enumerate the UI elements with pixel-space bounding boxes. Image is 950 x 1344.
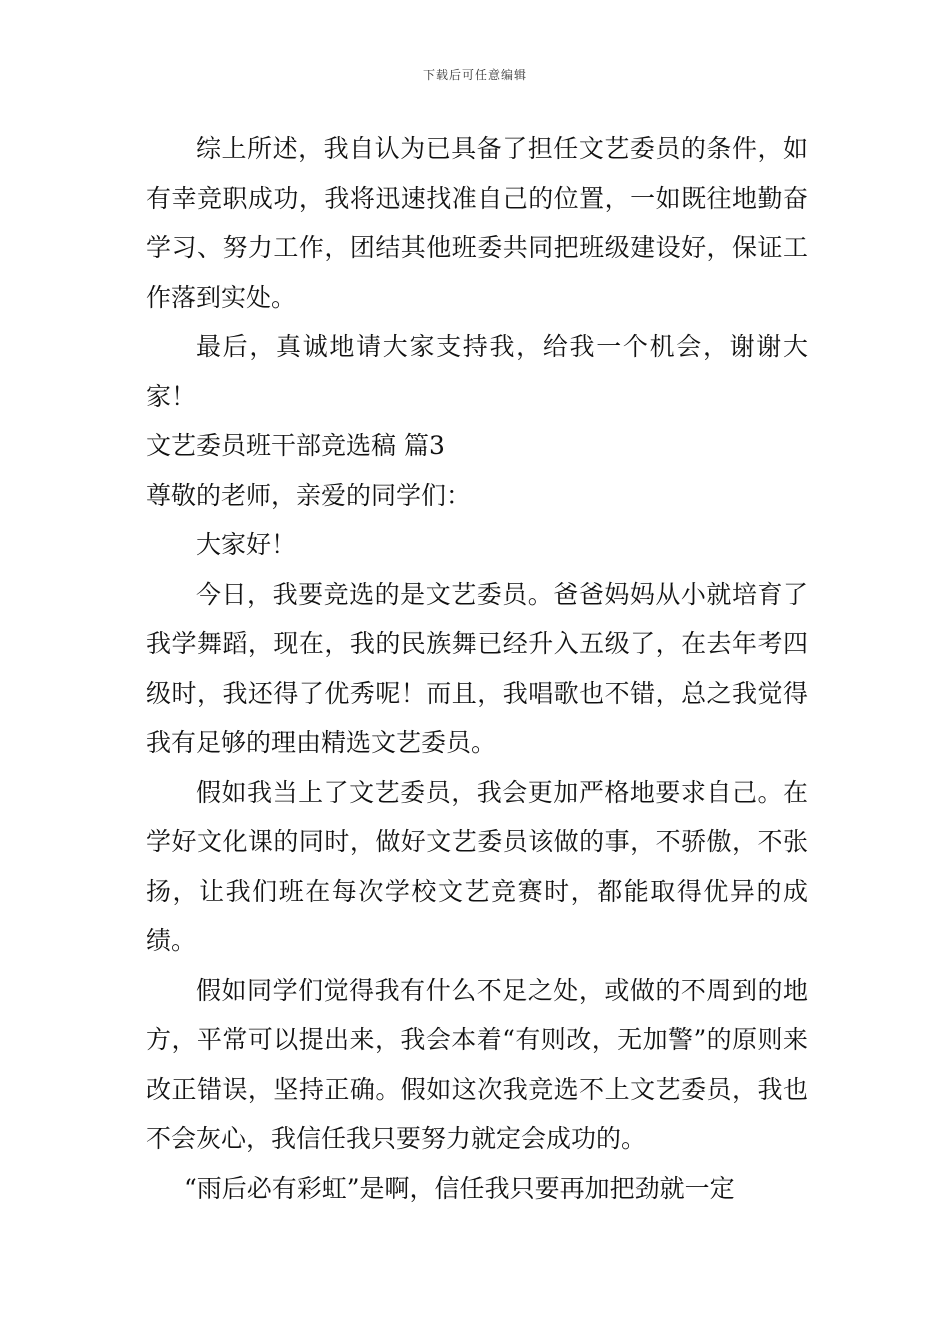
greeting: 大家好！ [196, 530, 297, 559]
header-note: 下载后可任意编辑 [422, 68, 527, 82]
salutation: 尊敬的老师，亲爱的同学们： [146, 480, 472, 510]
paragraph-feedback: 假如同学们觉得我有什么不足之处，或做的不周到的地方，平常可以提出来，我会本着“有则改，无加警”的原则来改正错误，坚持正确。假如这次我竞选不上文艺委员，我也不会灰心，我信任我只要努力就定会成功的。 [146, 975, 808, 1153]
paragraph-closing: 最后，真诚地请大家支持我，给我一个机会，谢谢大家！ [146, 332, 808, 411]
section-title: 文艺委员班干部竞选稿 篇3 [146, 431, 445, 460]
paragraph-intro: 今日，我要竞选的是文艺委员。爸爸妈妈从小就培育了我学舞蹈，现在，我的民族舞已经升入五级了，在去年考四级时，我还得了优秀呢！而且，我唱歌也不错，总之我觉得我有足够的理由精选文艺委员。 [146, 579, 808, 757]
paragraph-rainbow: “雨后必有彩虹”是啊，信任我只要再加把劲就一定 [184, 1173, 735, 1203]
paragraph-summary: 综上所述，我自认为已具备了担任文艺委员的条件，如有幸竞职成功，我将迅速找准自己的位置，一如既往地勤奋学习、努力工作，团结其他班委共同把班级建设好，保证工作落到实处。 [146, 134, 808, 312]
paragraph-commitment: 假如我当上了文艺委员，我会更加严格地要求自己。在学好文化课的同时，做好文艺委员该做的事，不骄傲，不张扬，让我们班在每次学校文艺竞赛时，都能取得优异的成绩。 [146, 777, 808, 955]
document-body [146, 124, 808, 1213]
